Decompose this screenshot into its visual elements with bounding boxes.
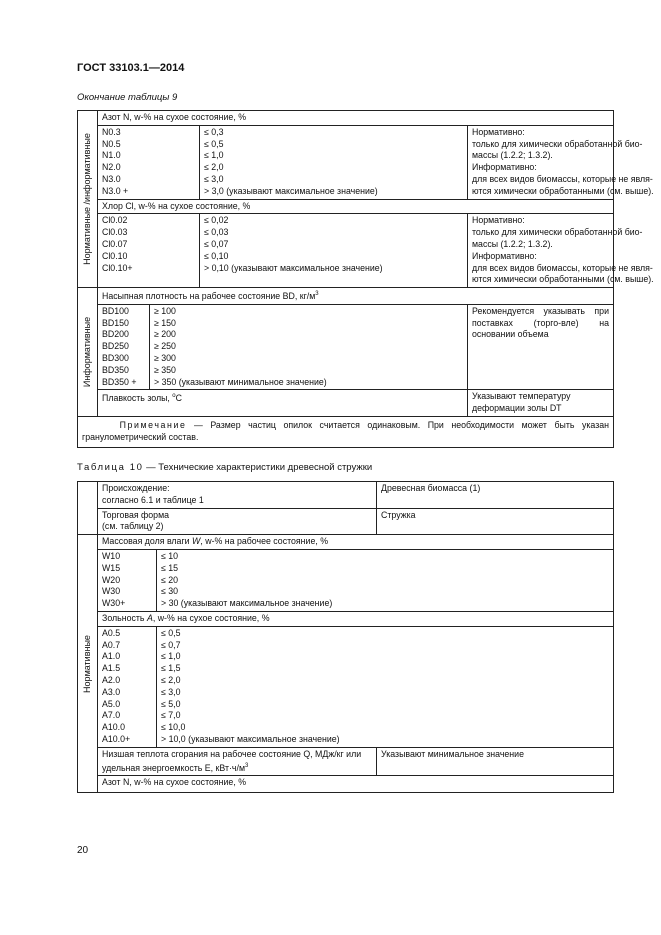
chlorine-title: Хлор Cl, w-% на сухое состояние, % [98, 199, 614, 214]
table10-blank-cell [78, 482, 98, 535]
document-header: ГОСТ 33103.1—2014 [77, 62, 185, 74]
origin-label: Происхождение: согласно 6.1 и таблице 1 [98, 482, 377, 509]
nitrogen-classes: N0.3 N0.5 N1.0 N2.0 N3.0 N3.0 + [98, 125, 200, 199]
bulk-density-values: ≥ 100 ≥ 150 ≥ 200 ≥ 250 ≥ 300 ≥ 350 > 350 (указывают минимальное значение) [150, 304, 468, 390]
bulk-density-classes: BD100 BD150 BD200 BD250 BD300 BD350 BD350 + [98, 304, 150, 390]
table-10 [77, 481, 614, 793]
nitrogen-title: Азот N, w-% на сухое состояние, % [98, 111, 614, 126]
bulk-density-note: Рекомендуется указывать при поставках (торго-вле) на основании объема [468, 304, 614, 390]
group-label-norm-inform: Нормативные /информативные [78, 111, 98, 288]
moisture-title: Массовая доля влаги W, w-% на рабочее состояние, % [98, 535, 614, 550]
trade-form-label: Торговая форма (см. таблицу 2) [98, 508, 377, 535]
ash-melting-label: Плавкость золы, $^о$С [98, 390, 468, 417]
nitrogen-title-t10: Азот N, w-% на сухое состояние, % [98, 776, 614, 793]
ash-title: Зольность А, w-% на сухое состояние, % [98, 611, 614, 626]
table9-caption: Окончание таблицы 9 [77, 92, 178, 103]
bulk-density-title: Насыпная плотность на рабочее состояние BD, $кг/м^3$ [98, 288, 614, 305]
calorific-note: Указывают минимальное значение [377, 747, 614, 776]
table10-caption: Таблица 10 — Технические характеристики древесной стружки [77, 462, 373, 473]
nitrogen-values: ≤ 0,3 ≤ 0,5 ≤ 1,0 ≤ 2,0 ≤ 3,0 > 3,0 (указывают максимальное значение) [200, 125, 468, 199]
trade-form-value: Стружка [377, 508, 614, 535]
ash-melting-note: Указывают температуру деформации золы DT [468, 390, 614, 417]
group-label-norm: Нормативные [78, 535, 98, 793]
chlorine-notes: Нормативно: только для химически обработанной био- массы (1.2.2; 1.3.2). Информативно: для всех видов биомассы, которые не явля- ются химически обработанными (см. выше). [468, 214, 614, 288]
page-number: 20 [77, 845, 89, 856]
table-9 [77, 110, 654, 448]
calorific-label: Низшая теплота сгорания на рабочее состояние Q, МДж/кг или удельная энергоемкость Е, $кВт\cdot ч/м^3$ [98, 747, 377, 776]
moisture-classes: W10 W15 W20 W30 W30+ [98, 549, 157, 611]
chlorine-values: ≤ 0,02 ≤ 0,03 ≤ 0,07 ≤ 0,10 > 0,10 (указывают максимальное значение) [200, 214, 468, 288]
chlorine-classes: Cl0.02 Cl0.03 Cl0.07 Cl0.10 Cl0.10+ [98, 214, 200, 288]
nitrogen-notes: Нормативно: только для химически обработанной био- массы (1.2.2; 1.3.2). Информативно: для всех видов биомассы, которые не явля- ются химически обработанными (см. выше). [468, 125, 614, 199]
ash-values: ≤ 0,5 ≤ 0,7 ≤ 1,0 ≤ 1,5 ≤ 2,0 ≤ 3,0 ≤ 5,0 ≤ 7,0 ≤ 10,0 > 10,0 (указывают максимальное значение) [157, 626, 614, 747]
group-label-inform: Информативные [78, 288, 98, 417]
moisture-values: ≤ 10 ≤ 15 ≤ 20 ≤ 30 > 30 (указывают максимальное значение) [157, 549, 614, 611]
ash-classes: A0.5 A0.7 A1.0 A1.5 A2.0 A3.0 A5.0 A7.0 A10.0 A10.0+ [98, 626, 157, 747]
origin-value: Древесная биомасса (1) [377, 482, 614, 509]
table9-footnote: Примечание — Размер частиц опилок считается одинаковым. При необходимости может быть указан гранулометрический состав. [78, 417, 614, 448]
